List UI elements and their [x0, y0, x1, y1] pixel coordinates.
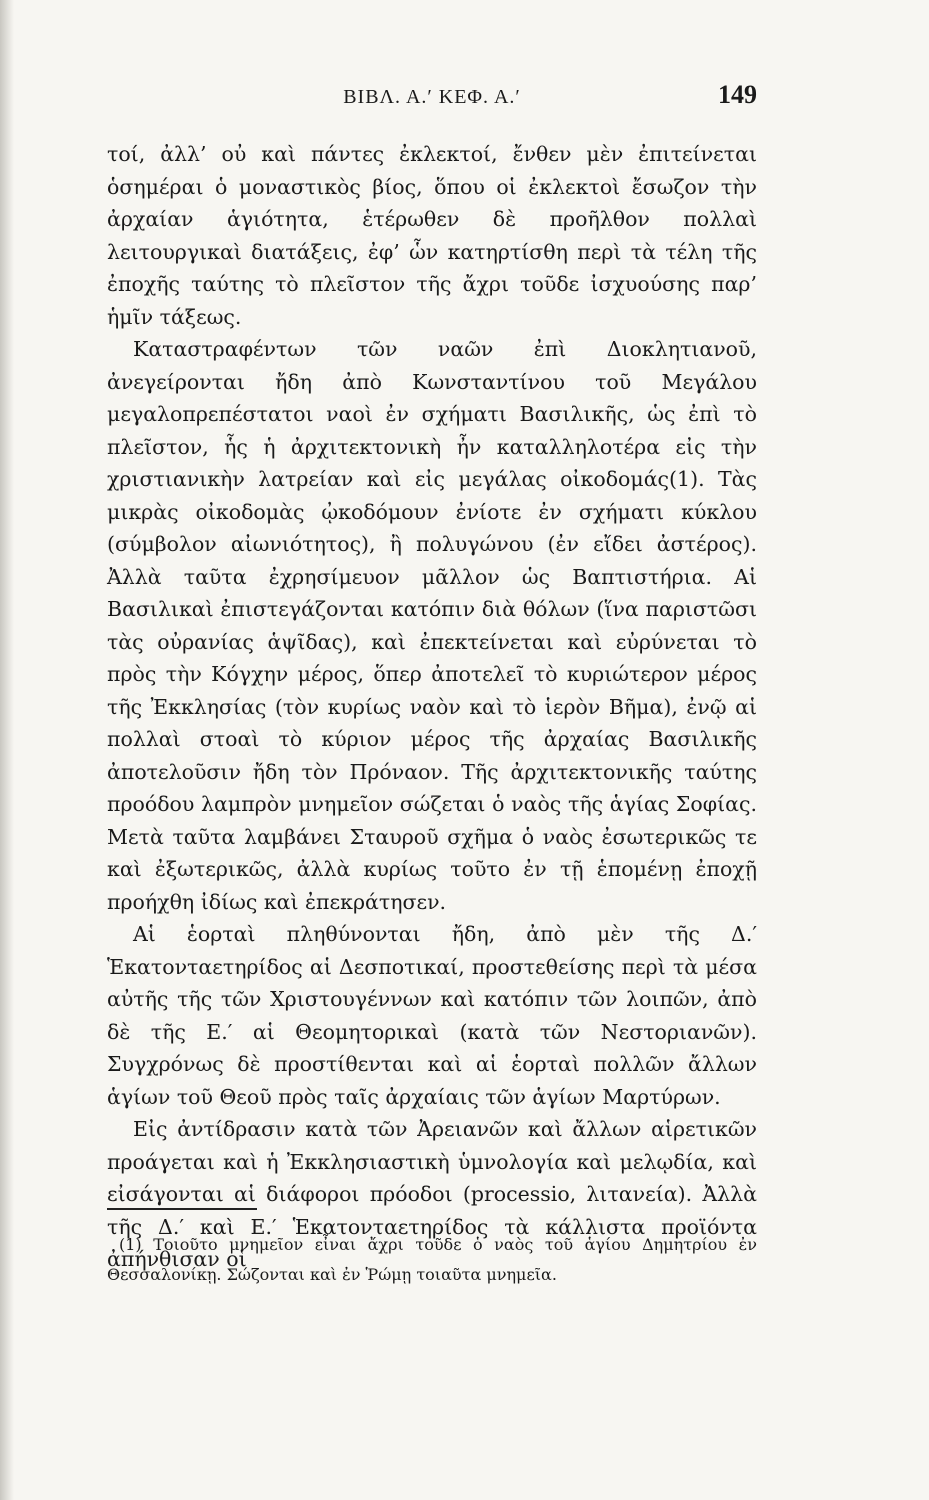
- body-text: [107, 138, 757, 1276]
- running-head: ΒΙΒΛ. Α.′ ΚΕΦ. Α.′: [343, 86, 521, 108]
- footnote-1: (1) Τοιοῦτο μνημεῖον εἶναι ἄχρι τοῦδε ὁ ναὸς τοῦ ἁγίου Δημητρίου ἐν Θεσσαλονίκῃ. Σώζονται καὶ ἐν Ῥώμῃ τοιαῦτα μνημεῖα.: [107, 1235, 757, 1284]
- paragraph-hymnology: Εἰς ἀντίδρασιν κατὰ τῶν Ἀρειανῶν καὶ ἄλλων αἱρετικῶν προάγεται καὶ ἡ Ἐκκλησιαστικὴ ὑμνολογία καὶ μελῳδία, καὶ εἰσάγονται αἱ διάφοροι πρόοδοι (processio, λιτανεία). Ἀλλὰ τῆς Δ.′ καὶ Ε.′ Ἑκατονταετηρίδος τὰ κάλλιστα προϊόντα ἀπήνθισαν οἱ: [107, 1117, 757, 1271]
- footnotes: [107, 1230, 757, 1290]
- footnote-divider: [107, 1208, 257, 1210]
- page-edge-shadow: [0, 0, 14, 1500]
- paragraph-churches: Καταστραφέντων τῶν ναῶν ἐπὶ Διοκλητιανοῦ, ἀνεγείρονται ἤδη ἀπὸ Κωνσταντίνου τοῦ Μεγάλου μεγαλοπρεπέστατοι ναοὶ ἐν σχήματι Βασιλικῆς, ὡς ἐπὶ τὸ πλεῖστον, ἧς ἡ ἀρχιτεκτονικὴ ἦν καταλληλοτέρα εἰς τὴν χριστιανικὴν λατρείαν καὶ εἰς μεγάλας οἰκοδομάς(1). Τὰς μικρὰς οἰκοδομὰς ᾠκοδόμουν ἐνίοτε ἐν σχήματι κύκλου (σύμβολον αἰωνιότητος), ἢ πολυγώνου (ἐν εἴδει ἀστέρος). Ἀλλὰ ταῦτα ἐχρησίμευον μᾶλλον ὡς Βαπτιστήρια. Αἱ Βασιλικαὶ ἐπιστεγάζονται κατόπιν διὰ θόλων (ἵνα παριστῶσι τὰς οὐρανίας ἁψῖδας), καὶ ἐπεκτείνεται καὶ εὐρύνεται τὸ πρὸς τὴν Κόγχην μέρος, ὅπερ ἀποτελεῖ τὸ κυριώτερον μέρος τῆς Ἐκκλησίας (τὸν κυρίως ναὸν καὶ τὸ ἱερὸν Βῆμα), ἐνῷ αἱ πολλαὶ στοαὶ τὸ κύριον μέρος τῆς ἀρχαίας Βασιλικῆς ἀποτελοῦσιν ἤδη τὸν Πρόναον. Τῆς ἀρχιτεκτονικῆς ταύτης προόδου λαμπρὸν μνημεῖον σώζεται ὁ ναὸς τῆς ἁγίας Σοφίας. Μετὰ ταῦτα λαμβάνει Σταυροῦ σχῆμα ὁ ναὸς ἐσωτερικῶς τε καὶ ἐξωτερικῶς, ἀλλὰ κυρίως τοῦτο ἐν τῇ ἑπομένῃ ἐποχῇ προήχθη ἰδίως καὶ ἐπεκράτησεν.: [107, 337, 757, 914]
- page-number: 149: [718, 80, 757, 109]
- paragraph-feasts: Αἱ ἑορταὶ πληθύνονται ἤδη, ἀπὸ μὲν τῆς Δ.′ Ἑκατονταετηρίδος αἱ Δεσποτικαί, προστεθείσης περὶ τὰ μέσα αὐτῆς τῆς τῶν Χριστουγέννων καὶ κατόπιν τῶν λοιπῶν, ἀπὸ δὲ τῆς Ε.′ αἱ Θεομητορικαὶ (κατὰ τῶν Νεστοριανῶν). Συγχρόνως δὲ προστίθενται καὶ αἱ ἑορταὶ πολλῶν ἄλλων ἁγίων τοῦ Θεοῦ πρὸς ταῖς ἀρχαίαις τῶν ἁγίων Μαρτύρων.: [107, 922, 757, 1109]
- paragraph-continuation: τοί, ἀλλ’ οὐ καὶ πάντες ἐκλεκτοί, ἔνθεν μὲν ἐπιτείνεται ὁσημέραι ὁ μοναστικὸς βίος, ὅπου οἱ ἐκλεκτοὶ ἔσωζον τὴν ἀρχαίαν ἁγιότητα, ἑτέρωθεν δὲ προῆλθον πολλαὶ λειτουργικαὶ διατάξεις, ἐφ’ ὧν κατηρτίσθη περὶ τὰ τέλη τῆς ἐποχῆς ταύτης τὸ πλεῖστον τῆς ἄχρι τοῦδε ἰσχυούσης παρ’ ἡμῖν τάξεως.: [107, 142, 757, 329]
- page-header: [107, 80, 757, 120]
